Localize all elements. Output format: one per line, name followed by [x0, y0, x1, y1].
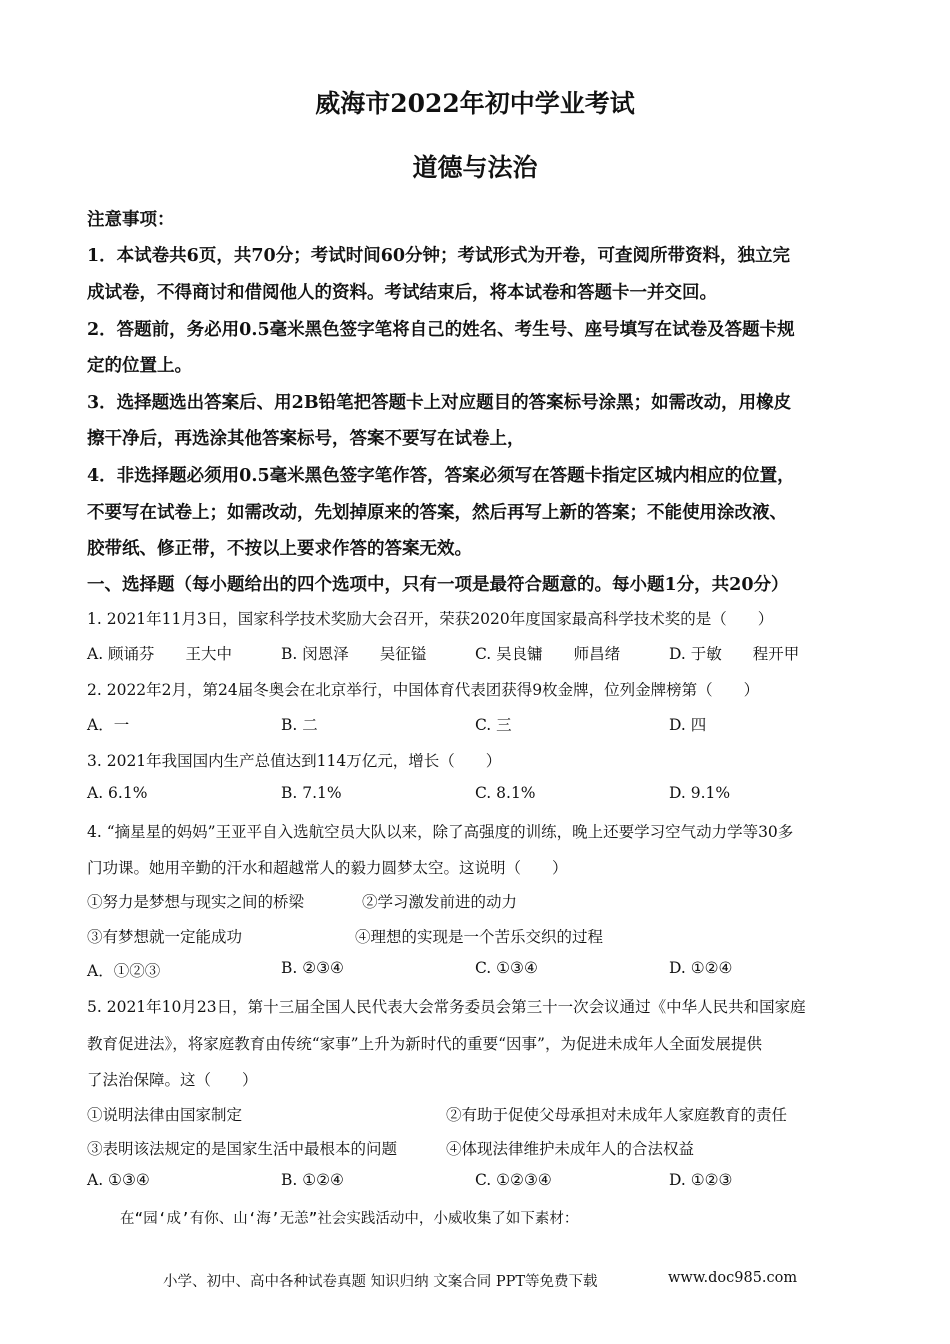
notice-line: 成试卷，不得商讨和借阅他人的资料。考试结束后，将本试卷和答题卡一并交回。: [87, 283, 717, 303]
option-d: D. ①②③: [669, 1171, 733, 1189]
notice-line: 2．答题前，务必用0.5毫米黑色签字笔将自己的姓名、考生号、座号填写在试卷及答题卡规: [87, 320, 795, 340]
option-b: B. 闵恩泽 吴征镒: [281, 645, 427, 663]
option-c: C. ①③④: [475, 959, 538, 977]
option-a: A. ①③④: [87, 1171, 150, 1189]
question-stem-cont: 了法治保障。这（ ）: [87, 1071, 258, 1089]
option-c: C. 8.1%: [475, 784, 536, 802]
notice-line: 不要写在试卷上；如需改动，先划掉原来的答案，然后再写上新的答案；不能使用涂改液、: [87, 503, 787, 523]
option-c: C. ①②③④: [475, 1171, 552, 1189]
option-b: B. ②③④: [281, 959, 344, 977]
question-stem-cont: 教育促进法》，将家庭教育由传统“家事”上升为新时代的重要“因事”，为促进未成年人全面发展提供: [87, 1035, 762, 1053]
question-stem: 5. 2021年10月23日，第十三届全国人民代表大会常务委员会第三十一次会议通过《中华人民共和国家庭: [87, 998, 806, 1016]
notice-line: 3．选择题选出答案后、用2B铅笔把答题卡上对应题目的答案标号涂黑；如需改动，用橡皮: [87, 393, 792, 413]
statement: ②有助于促使父母承担对未成年人家庭教育的责任: [446, 1106, 788, 1124]
option-a: A. 6.1%: [87, 784, 148, 802]
option-b: B. 7.1%: [281, 784, 342, 802]
option-a: A．①②③: [87, 962, 161, 980]
question-stem-cont: 门功课。她用辛勤的汗水和超越常人的毅力圆梦太空。这说明（ ）: [87, 859, 568, 877]
question-stem: 4. “摘星星的妈妈”王亚平自入选航空员大队以来，除了高强度的训练，晚上还要学习空气动力学等30多: [87, 823, 794, 841]
statement: ④体现法律维护未成年人的合法权益: [446, 1140, 695, 1158]
footer-link[interactable]: www.doc985.com: [668, 1270, 798, 1286]
notice-line: 胶带纸、修正带，不按以上要求作答的答案无效。: [87, 539, 472, 559]
statement: ①说明法律由国家制定: [87, 1106, 243, 1124]
option-b: B. 二: [281, 716, 318, 734]
option-b: B. ①②④: [281, 1171, 344, 1189]
statement: ③有梦想就一定能成功: [87, 928, 243, 946]
option-c: C. 吴良镛 师昌绪: [475, 645, 621, 663]
option-a: A．一: [87, 716, 130, 734]
exam-title: 威海市2022年初中学业考试: [315, 89, 635, 118]
notice-heading: 注意事项：: [87, 210, 175, 230]
notice-line: 定的位置上。: [87, 356, 192, 376]
question-stem: 1. 2021年11月3日，国家科学技术奖励大会召开，荣获2020年度国家最高科学技术奖的是（ ）: [87, 610, 774, 628]
question-stem: 3. 2021年我国国内生产总值达到114万亿元，增长（ ）: [87, 752, 502, 770]
notice-line: 4．非选择题必须用0.5毫米黑色签字笔作答，答案必须写在答题卡指定区城内相应的位置，: [87, 466, 795, 486]
statement: ②学习激发前进的动力: [362, 893, 518, 911]
subject-title: 道德与法治: [412, 153, 538, 182]
notice-line: 擦干净后，再选涂其他答案标号，答案不要写在试卷上，: [87, 429, 525, 449]
notice-line: 1．本试卷共6页，共70分；考试时间60分钟；考试形式为开卷，可查阅所带资料，独立完: [87, 246, 791, 266]
option-d: D. 于敏 程开甲: [669, 645, 800, 663]
statement: ③表明该法规定的是国家生活中最根本的问题: [87, 1140, 398, 1158]
material-intro: 在“园‘成’有你、山‘海’无恙”社会实践活动中，小威收集了如下素材：: [120, 1211, 579, 1227]
option-d: D. 四: [669, 716, 707, 734]
footer-text: 小学、初中、高中各种试卷真题 知识归纳 文案合同 PPT等免费下载: [163, 1274, 598, 1290]
option-c: C. 三: [475, 716, 512, 734]
option-a: A. 顾诵芬 王大中: [87, 645, 233, 663]
section-heading: 一、选择题（每小题给出的四个选项中，只有一项是最符合题意的。每小题1分，共20分）: [87, 575, 789, 595]
question-stem: 2. 2022年2月，第24届冬奥会在北京举行，中国体育代表团获得9枚金牌，位列金牌榜第（ ）: [87, 681, 760, 699]
option-d: D. 9.1%: [669, 784, 731, 802]
option-d: D. ①②④: [669, 959, 733, 977]
statement: ①努力是梦想与现实之间的桥梁: [87, 893, 305, 911]
statement: ④理想的实现是一个苦乐交织的过程: [355, 928, 604, 946]
